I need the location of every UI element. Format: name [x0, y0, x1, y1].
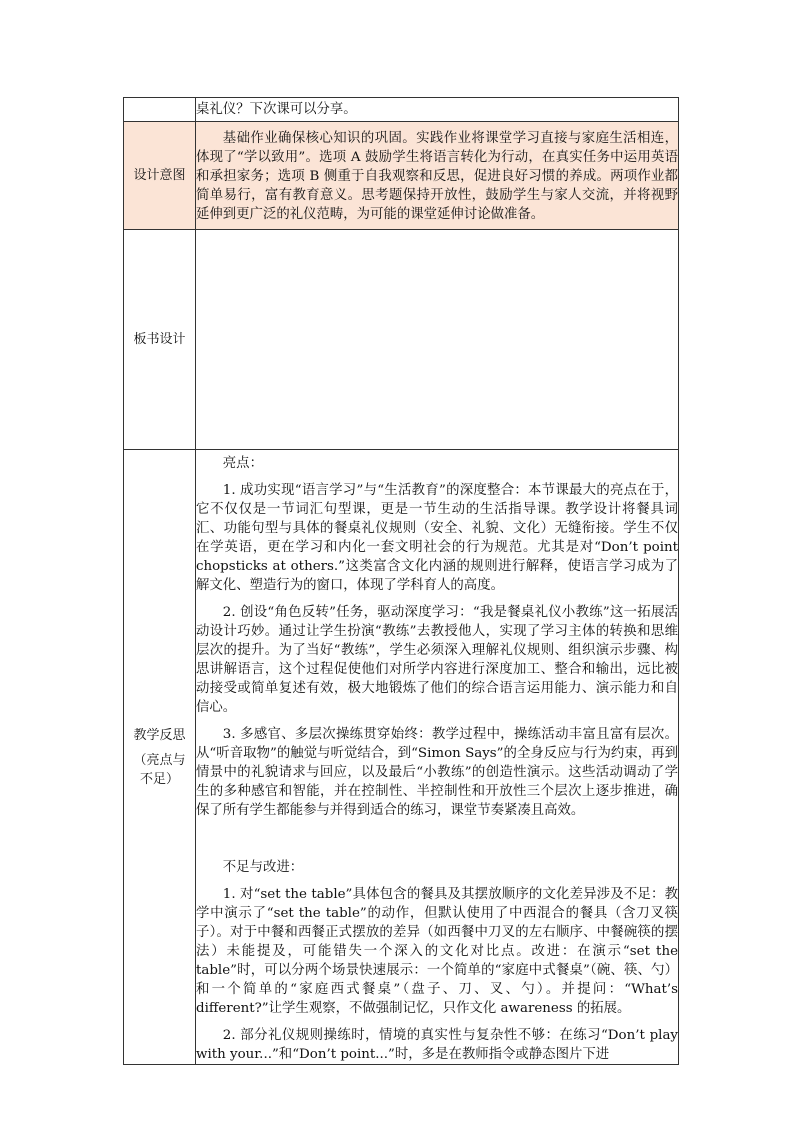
row-design-intent [124, 122, 679, 230]
shortcoming-item-1: 1. 对“set the table”具体包含的餐具及其摆放顺序的文化差异涉及不足：教学中演示了“set the table”的动作，但默认使用了中西混合的餐具（含刀叉筷子）。对于中餐和西餐正式摆放的差异（如西餐中刀叉的左右顺序、中餐碗筷的摆法）未能提及，可能错失一个深入的文化对比点。改进：在演示“set the table”时，可以分两个场景快速展示：一个简单的“家庭中式餐桌”（碗、筷、勺）和一个简单的“家庭西式餐桌”（盘子、刀、叉、勺）。并提问：“What’s different?”让学生观察，不做强制记忆，只作文化 awareness 的拓展。 [196, 887, 678, 1016]
board-design-content [196, 230, 679, 450]
reflection-sublabel: （亮点与不足） [133, 752, 186, 787]
lesson-plan-table [123, 97, 679, 1065]
highlights-title: 亮点： [222, 456, 263, 471]
reflection-content [196, 450, 679, 1065]
shortcoming-item-2: 2. 部分礼仪规则操练时，情境的真实性与复杂性不够：在练习“Don’t play with your...”和“Don’t point...”时，多是在教师指令或静态图片下进 [196, 1028, 678, 1062]
continuation-label-cell [124, 98, 196, 122]
highlight-item-2: 2. 创设“角色反转”任务，驱动深度学习：“我是餐桌礼仪小教练”这一拓展活动设计巧妙。通过让学生扮演“教练”去教授他人，实现了学习主体的转换和思维层次的提升。为了当好“教练”，学生必须深入理解礼仪规则、组织演示步骤、构思讲解语言，这个过程促使他们对所学内容进行深度加工、整合和输出，远比被动接受或简单复述有效，极大地锻炼了他们的综合语言运用能力、演示能力和自信心。 [196, 605, 678, 715]
row-board-design [124, 230, 679, 450]
design-intent-label: 设计意图 [124, 122, 196, 230]
row-continuation [124, 98, 679, 122]
shortcomings-title: 不足与改进： [222, 860, 304, 875]
continuation-text: 桌礼仪？下次课可以分享。 [196, 98, 679, 122]
design-intent-text: 基础作业确保核心知识的巩固。实践作业将课堂学习直接与家庭生活相连，体现了“学以致用”。选项 A 鼓励学生将语言转化为行动，在真实任务中运用英语和承担家务；选项 B 侧重于自我观察和反思，促进良好习惯的养成。两项作业都简单易行，富有教育意义。思考题保持开放性，鼓励学生与家人交流，并将视野延伸到更广泛的礼仪范畴，为可能的课堂延伸讨论做准备。 [196, 131, 678, 222]
board-design-label: 板书设计 [124, 230, 196, 450]
design-intent-cell [196, 122, 679, 230]
highlight-item-3: 3. 多感官、多层次操练贯穿始终：教学过程中，操练活动丰富且富有层次。从“听音取物”的触觉与听觉结合，到“Simon Says”的全身反应与行为约束，再到情景中的礼貌请求与回应，以及最后“小教练”的创造性演示。这些活动调动了学生的多种感官和智能，并在控制性、半控制性和开放性三个层次上逐步推进，确保了所有学生都能参与并得到适合的练习，课堂节奏紧凑且高效。 [196, 727, 678, 818]
row-reflection [124, 450, 679, 1065]
reflection-label: 教学反思 [133, 727, 186, 743]
reflection-label-cell [124, 450, 196, 1065]
highlight-item-1: 1. 成功实现“语言学习”与“生活教育”的深度整合：本节课最大的亮点在于，它不仅仅是一节词汇句型课，更是一节生动的生活指导课。教学设计将餐具词汇、功能句型与具体的餐桌礼仪规则（安全、礼貌、文化）无缝衔接。学生不仅在学英语，更在学习和内化一套文明社会的行为规范。尤其是对“Don’t point chopsticks at others.”这类富含文化内涵的规则进行解释，使语言学习成为了解文化、塑造行为的窗口，体现了学科育人的高度。 [196, 483, 678, 593]
